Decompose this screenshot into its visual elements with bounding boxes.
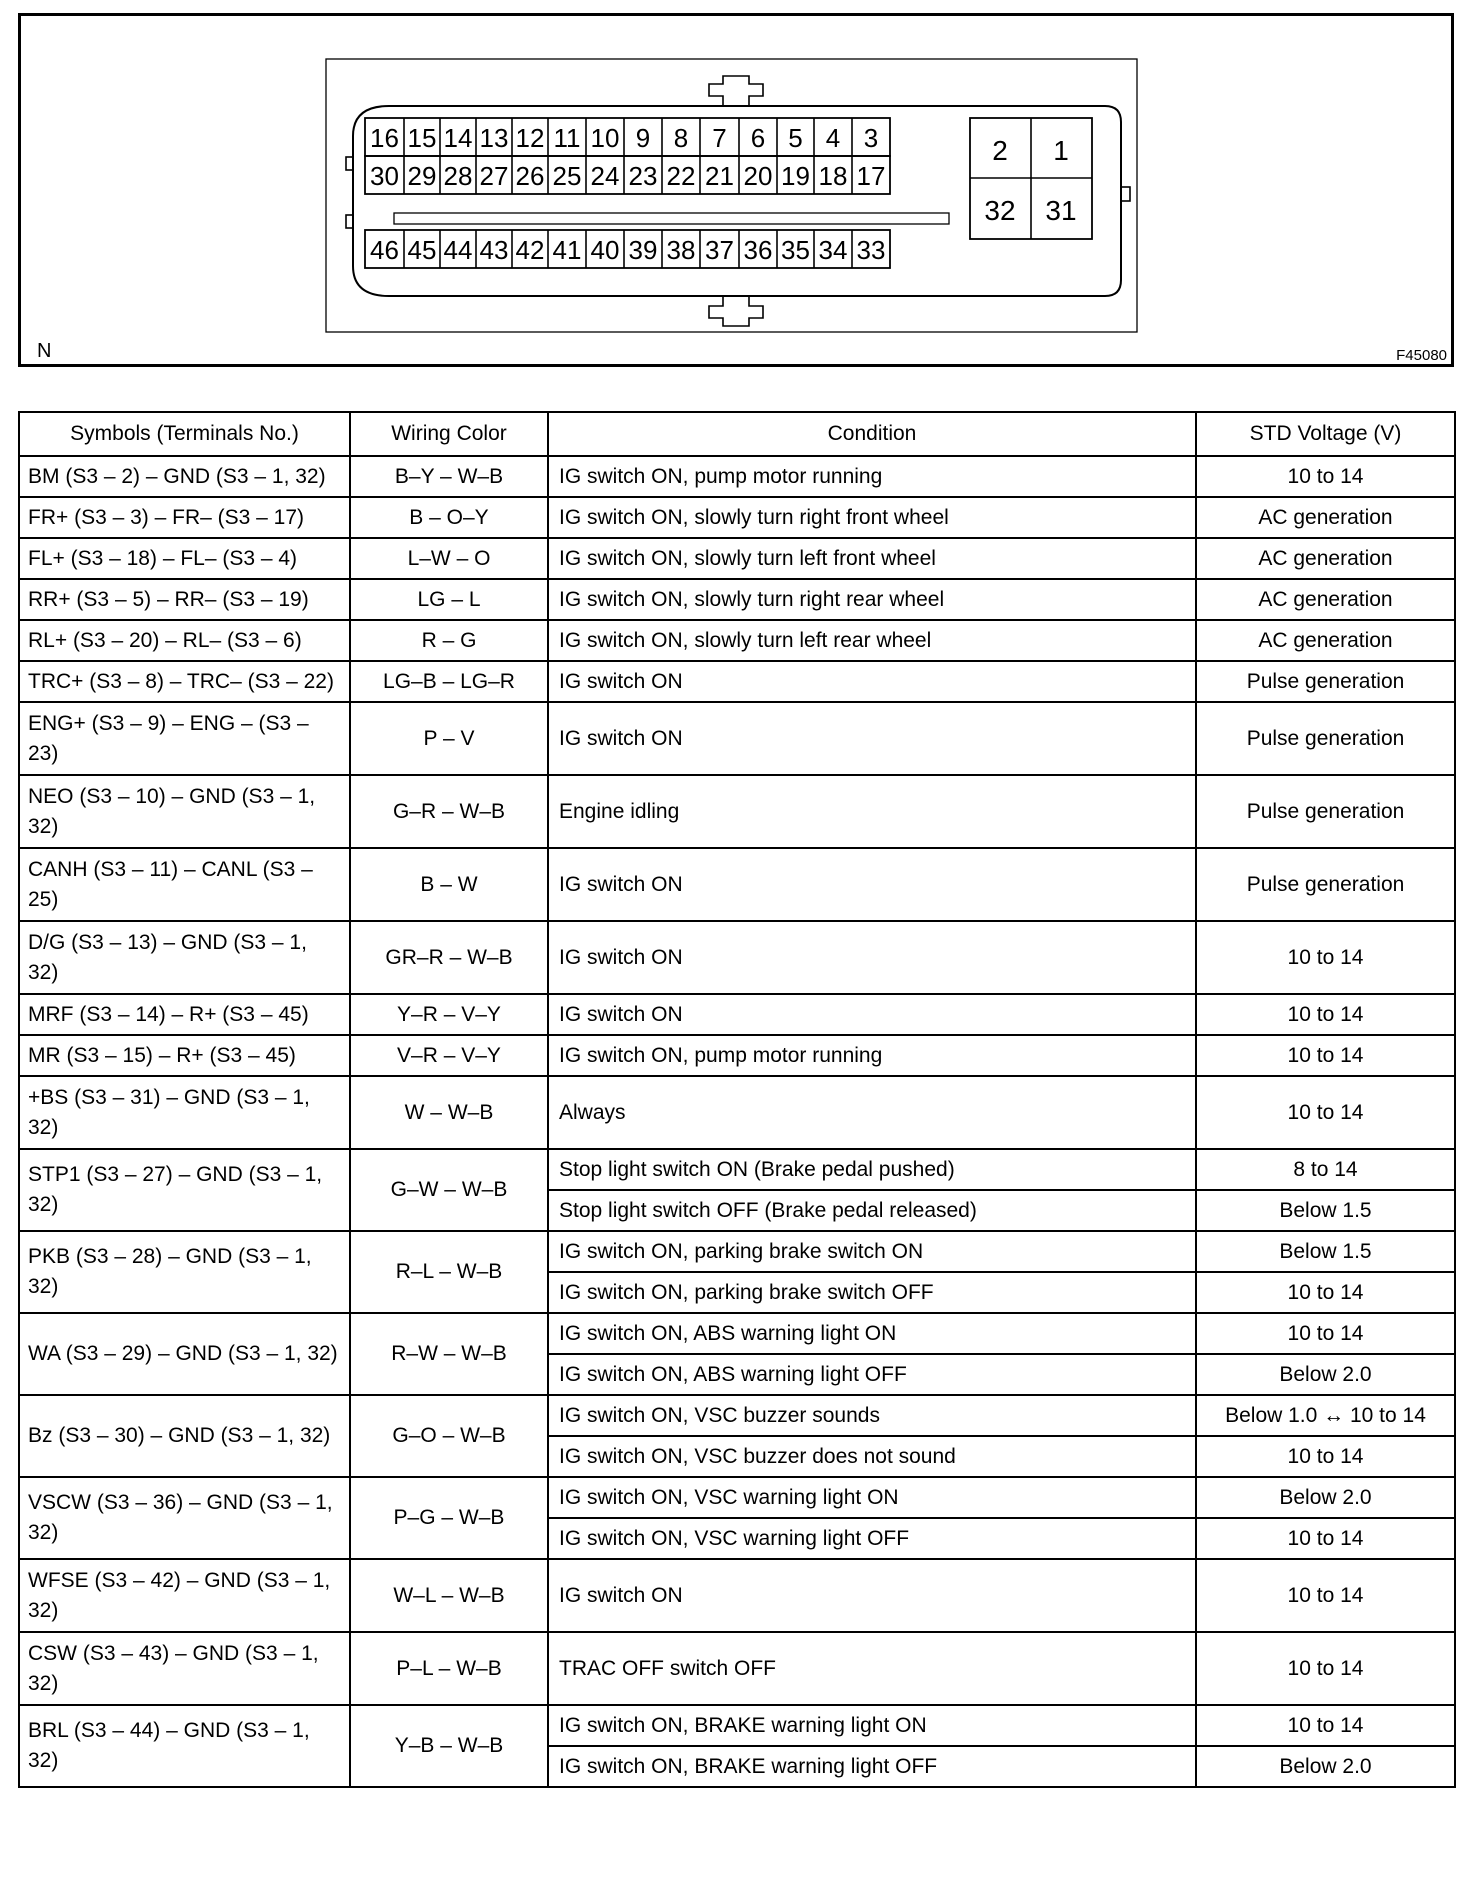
condition-cell: IG switch ON, VSC warning light OFF — [548, 1518, 1196, 1559]
table-row — [19, 1035, 1455, 1076]
wiring-color-cell: G–O – W–B — [350, 1395, 548, 1477]
pin-number: 28 — [443, 161, 473, 191]
condition-cell: Engine idling — [548, 775, 1196, 848]
condition-cell: IG switch ON, BRAKE warning light OFF — [548, 1746, 1196, 1787]
symbol-cell: PKB (S3 – 28) – GND (S3 – 1, 32) — [19, 1231, 350, 1313]
std-voltage-cell: 10 to 14 — [1196, 456, 1455, 497]
symbol-cell: +BS (S3 – 31) – GND (S3 – 1, 32) — [19, 1076, 350, 1149]
condition-cell: IG switch ON, pump motor running — [548, 1035, 1196, 1076]
connector-diagram — [21, 16, 1451, 364]
wiring-color-cell: P–G – W–B — [350, 1477, 548, 1559]
pin-number: 29 — [407, 161, 437, 191]
power-pin-number: 1 — [1053, 135, 1069, 166]
table-row — [19, 620, 1455, 661]
pin-number: 26 — [515, 161, 545, 191]
condition-cell: IG switch ON, parking brake switch ON — [548, 1231, 1196, 1272]
condition-cell: IG switch ON, slowly turn left front wheel — [548, 538, 1196, 579]
pin-number: 37 — [705, 235, 734, 265]
wiring-color-cell: V–R – V–Y — [350, 1035, 548, 1076]
wiring-color-cell: R–L – W–B — [350, 1231, 548, 1313]
pin-number: 14 — [443, 123, 473, 153]
std-voltage-cell: 10 to 14 — [1196, 1313, 1455, 1354]
condition-cell: IG switch ON — [548, 661, 1196, 702]
condition-cell: IG switch ON, VSC warning light ON — [548, 1477, 1196, 1518]
symbol-cell: FR+ (S3 – 3) – FR– (S3 – 17) — [19, 497, 350, 538]
symbol-cell: WA (S3 – 29) – GND (S3 – 1, 32) — [19, 1313, 350, 1395]
left-notch-top — [346, 157, 353, 170]
pin-number: 17 — [856, 161, 886, 191]
left-notch-bottom — [346, 215, 353, 228]
wiring-color-cell: R – G — [350, 620, 548, 661]
terminal-voltage-table — [18, 411, 1456, 1788]
wiring-color-cell: G–R – W–B — [350, 775, 548, 848]
wiring-color-cell: P–L – W–B — [350, 1632, 548, 1705]
condition-cell: IG switch ON, ABS warning light ON — [548, 1313, 1196, 1354]
std-voltage-cell: Below 1.0 ↔ 10 to 14 — [1196, 1395, 1455, 1436]
condition-cell: IG switch ON, ABS warning light OFF — [548, 1354, 1196, 1395]
right-notch — [1121, 187, 1130, 201]
wiring-color-cell: G–W – W–B — [350, 1149, 548, 1231]
header-wiring-color: Wiring Color — [350, 412, 548, 456]
std-voltage-cell: Pulse generation — [1196, 775, 1455, 848]
table-row — [19, 497, 1455, 538]
pin-number: 5 — [788, 123, 803, 153]
pin-number: 40 — [590, 235, 620, 265]
condition-cell: IG switch ON, BRAKE warning light ON — [548, 1705, 1196, 1746]
power-pin-number: 2 — [992, 135, 1008, 166]
pin-number: 45 — [407, 235, 437, 265]
pin-number: 33 — [856, 235, 886, 265]
std-voltage-cell: 10 to 14 — [1196, 1559, 1455, 1632]
table-row — [19, 1076, 1455, 1149]
symbol-cell: D/G (S3 – 13) – GND (S3 – 1, 32) — [19, 921, 350, 994]
table-row — [19, 848, 1455, 921]
pin-number: 27 — [479, 161, 509, 191]
table-row — [19, 579, 1455, 620]
table-row — [19, 1231, 1455, 1272]
power-pin-number: 32 — [984, 195, 1016, 226]
symbol-cell: VSCW (S3 – 36) – GND (S3 – 1, 32) — [19, 1477, 350, 1559]
std-voltage-cell: Below 2.0 — [1196, 1354, 1455, 1395]
pin-number: 42 — [515, 235, 545, 265]
pin-number: 19 — [781, 161, 810, 191]
power-pin-number: 31 — [1045, 195, 1077, 226]
table-row — [19, 1395, 1455, 1436]
condition-cell: IG switch ON, pump motor running — [548, 456, 1196, 497]
std-voltage-cell: 10 to 14 — [1196, 1705, 1455, 1746]
std-voltage-cell: Pulse generation — [1196, 848, 1455, 921]
symbol-cell: Bz (S3 – 30) – GND (S3 – 1, 32) — [19, 1395, 350, 1477]
std-voltage-cell: 8 to 14 — [1196, 1149, 1455, 1190]
condition-cell: TRAC OFF switch OFF — [548, 1632, 1196, 1705]
symbol-cell: CSW (S3 – 43) – GND (S3 – 1, 32) — [19, 1632, 350, 1705]
symbol-cell: ENG+ (S3 – 9) – ENG – (S3 – 23) — [19, 702, 350, 775]
connector-figure — [18, 13, 1454, 367]
symbol-cell: NEO (S3 – 10) – GND (S3 – 1, 32) — [19, 775, 350, 848]
std-voltage-cell: 10 to 14 — [1196, 921, 1455, 994]
pin-number: 46 — [370, 235, 399, 265]
pin-number: 25 — [552, 161, 582, 191]
std-voltage-cell: Pulse generation — [1196, 661, 1455, 702]
symbol-cell: STP1 (S3 – 27) – GND (S3 – 1, 32) — [19, 1149, 350, 1231]
symbol-cell: MRF (S3 – 14) – R+ (S3 – 45) — [19, 994, 350, 1035]
condition-cell: IG switch ON — [548, 1559, 1196, 1632]
std-voltage-cell: AC generation — [1196, 620, 1455, 661]
std-voltage-cell: 10 to 14 — [1196, 1035, 1455, 1076]
condition-cell: IG switch ON, slowly turn right rear wheel — [548, 579, 1196, 620]
pin-number: 3 — [863, 123, 879, 153]
figure-label: N — [37, 340, 52, 362]
condition-cell: IG switch ON — [548, 994, 1196, 1035]
condition-cell: IG switch ON, parking brake switch OFF — [548, 1272, 1196, 1313]
std-voltage-cell: Below 1.5 — [1196, 1231, 1455, 1272]
pin-number: 39 — [628, 235, 658, 265]
std-voltage-cell: 10 to 14 — [1196, 1632, 1455, 1705]
table-row — [19, 1705, 1455, 1746]
condition-cell: IG switch ON — [548, 921, 1196, 994]
bottom-lock-tab — [709, 296, 763, 326]
symbol-cell: WFSE (S3 – 42) – GND (S3 – 1, 32) — [19, 1559, 350, 1632]
wiring-color-cell: LG–B – LG–R — [350, 661, 548, 702]
pin-number: 43 — [479, 235, 509, 265]
std-voltage-cell: 10 to 14 — [1196, 1518, 1455, 1559]
figure-code: F45080 — [1396, 347, 1447, 364]
wiring-color-cell: W–L – W–B — [350, 1559, 548, 1632]
std-voltage-cell: AC generation — [1196, 579, 1455, 620]
table-row — [19, 702, 1455, 775]
std-voltage-cell: Below 2.0 — [1196, 1477, 1455, 1518]
std-voltage-cell: AC generation — [1196, 538, 1455, 579]
pin-number: 4 — [825, 123, 841, 153]
pin-number: 24 — [590, 161, 620, 191]
symbol-cell: RR+ (S3 – 5) – RR– (S3 – 19) — [19, 579, 350, 620]
table-row — [19, 1313, 1455, 1354]
std-voltage-cell: Below 1.5 — [1196, 1190, 1455, 1231]
condition-cell: Stop light switch ON (Brake pedal pushed) — [548, 1149, 1196, 1190]
pin-number: 11 — [553, 123, 581, 153]
wiring-color-cell: LG – L — [350, 579, 548, 620]
center-slot — [394, 213, 949, 224]
table-row — [19, 1477, 1455, 1518]
pin-number: 12 — [515, 123, 545, 153]
pin-number: 15 — [407, 123, 437, 153]
condition-cell: IG switch ON, slowly turn left rear wheel — [548, 620, 1196, 661]
wiring-color-cell: Y–R – V–Y — [350, 994, 548, 1035]
pin-number: 21 — [705, 161, 734, 191]
wiring-color-cell: GR–R – W–B — [350, 921, 548, 994]
std-voltage-cell: 10 to 14 — [1196, 1272, 1455, 1313]
std-voltage-cell: Below 2.0 — [1196, 1746, 1455, 1787]
std-voltage-cell: 10 to 14 — [1196, 994, 1455, 1035]
header-symbols: Symbols (Terminals No.) — [19, 412, 350, 456]
table-row — [19, 456, 1455, 497]
pin-number: 8 — [673, 123, 689, 153]
table-row — [19, 775, 1455, 848]
table-row — [19, 661, 1455, 702]
condition-cell: IG switch ON, slowly turn right front wheel — [548, 497, 1196, 538]
table-header-row — [19, 412, 1455, 456]
symbol-cell: BRL (S3 – 44) – GND (S3 – 1, 32) — [19, 1705, 350, 1787]
symbol-cell: BM (S3 – 2) – GND (S3 – 1, 32) — [19, 456, 350, 497]
symbol-cell: RL+ (S3 – 20) – RL– (S3 – 6) — [19, 620, 350, 661]
symbol-cell: CANH (S3 – 11) – CANL (S3 – 25) — [19, 848, 350, 921]
table-row — [19, 994, 1455, 1035]
std-voltage-cell: AC generation — [1196, 497, 1455, 538]
condition-cell: IG switch ON, VSC buzzer does not sound — [548, 1436, 1196, 1477]
symbol-cell: MR (S3 – 15) – R+ (S3 – 45) — [19, 1035, 350, 1076]
wiring-color-cell: B – W — [350, 848, 548, 921]
wiring-color-cell: W – W–B — [350, 1076, 548, 1149]
header-std-voltage: STD Voltage (V) — [1196, 412, 1455, 456]
pin-number: 16 — [370, 123, 399, 153]
std-voltage-cell: 10 to 14 — [1196, 1076, 1455, 1149]
pin-number: 9 — [635, 123, 651, 153]
voltage-table-container — [18, 411, 1454, 1788]
pin-number: 44 — [443, 235, 473, 265]
pin-number: 36 — [743, 235, 773, 265]
wiring-color-cell: B–Y – W–B — [350, 456, 548, 497]
pin-number: 23 — [628, 161, 658, 191]
table-row — [19, 1559, 1455, 1632]
pin-number: 6 — [750, 123, 766, 153]
wiring-color-cell: R–W – W–B — [350, 1313, 548, 1395]
header-condition: Condition — [548, 412, 1196, 456]
pin-number: 34 — [818, 235, 848, 265]
wiring-color-cell: P – V — [350, 702, 548, 775]
pin-number: 13 — [479, 123, 509, 153]
condition-cell: IG switch ON — [548, 848, 1196, 921]
pin-number: 38 — [666, 235, 696, 265]
table-row — [19, 921, 1455, 994]
condition-cell: Always — [548, 1076, 1196, 1149]
pin-number: 7 — [712, 123, 727, 153]
std-voltage-cell: 10 to 14 — [1196, 1436, 1455, 1477]
condition-cell: IG switch ON — [548, 702, 1196, 775]
pin-number: 30 — [370, 161, 399, 191]
pin-number: 22 — [666, 161, 696, 191]
std-voltage-cell: Pulse generation — [1196, 702, 1455, 775]
top-lock-tab — [709, 76, 763, 106]
symbol-cell: FL+ (S3 – 18) – FL– (S3 – 4) — [19, 538, 350, 579]
table-row — [19, 1149, 1455, 1190]
table-row — [19, 538, 1455, 579]
pin-number: 18 — [818, 161, 848, 191]
pin-number: 41 — [552, 235, 582, 265]
condition-cell: IG switch ON, VSC buzzer sounds — [548, 1395, 1196, 1436]
condition-cell: Stop light switch OFF (Brake pedal released) — [548, 1190, 1196, 1231]
symbol-cell: TRC+ (S3 – 8) – TRC– (S3 – 22) — [19, 661, 350, 702]
pin-number: 20 — [743, 161, 773, 191]
pin-number: 35 — [781, 235, 810, 265]
pin-number: 10 — [590, 123, 620, 153]
wiring-color-cell: L–W – O — [350, 538, 548, 579]
table-row — [19, 1632, 1455, 1705]
wiring-color-cell: Y–B – W–B — [350, 1705, 548, 1787]
wiring-color-cell: B – O–Y — [350, 497, 548, 538]
